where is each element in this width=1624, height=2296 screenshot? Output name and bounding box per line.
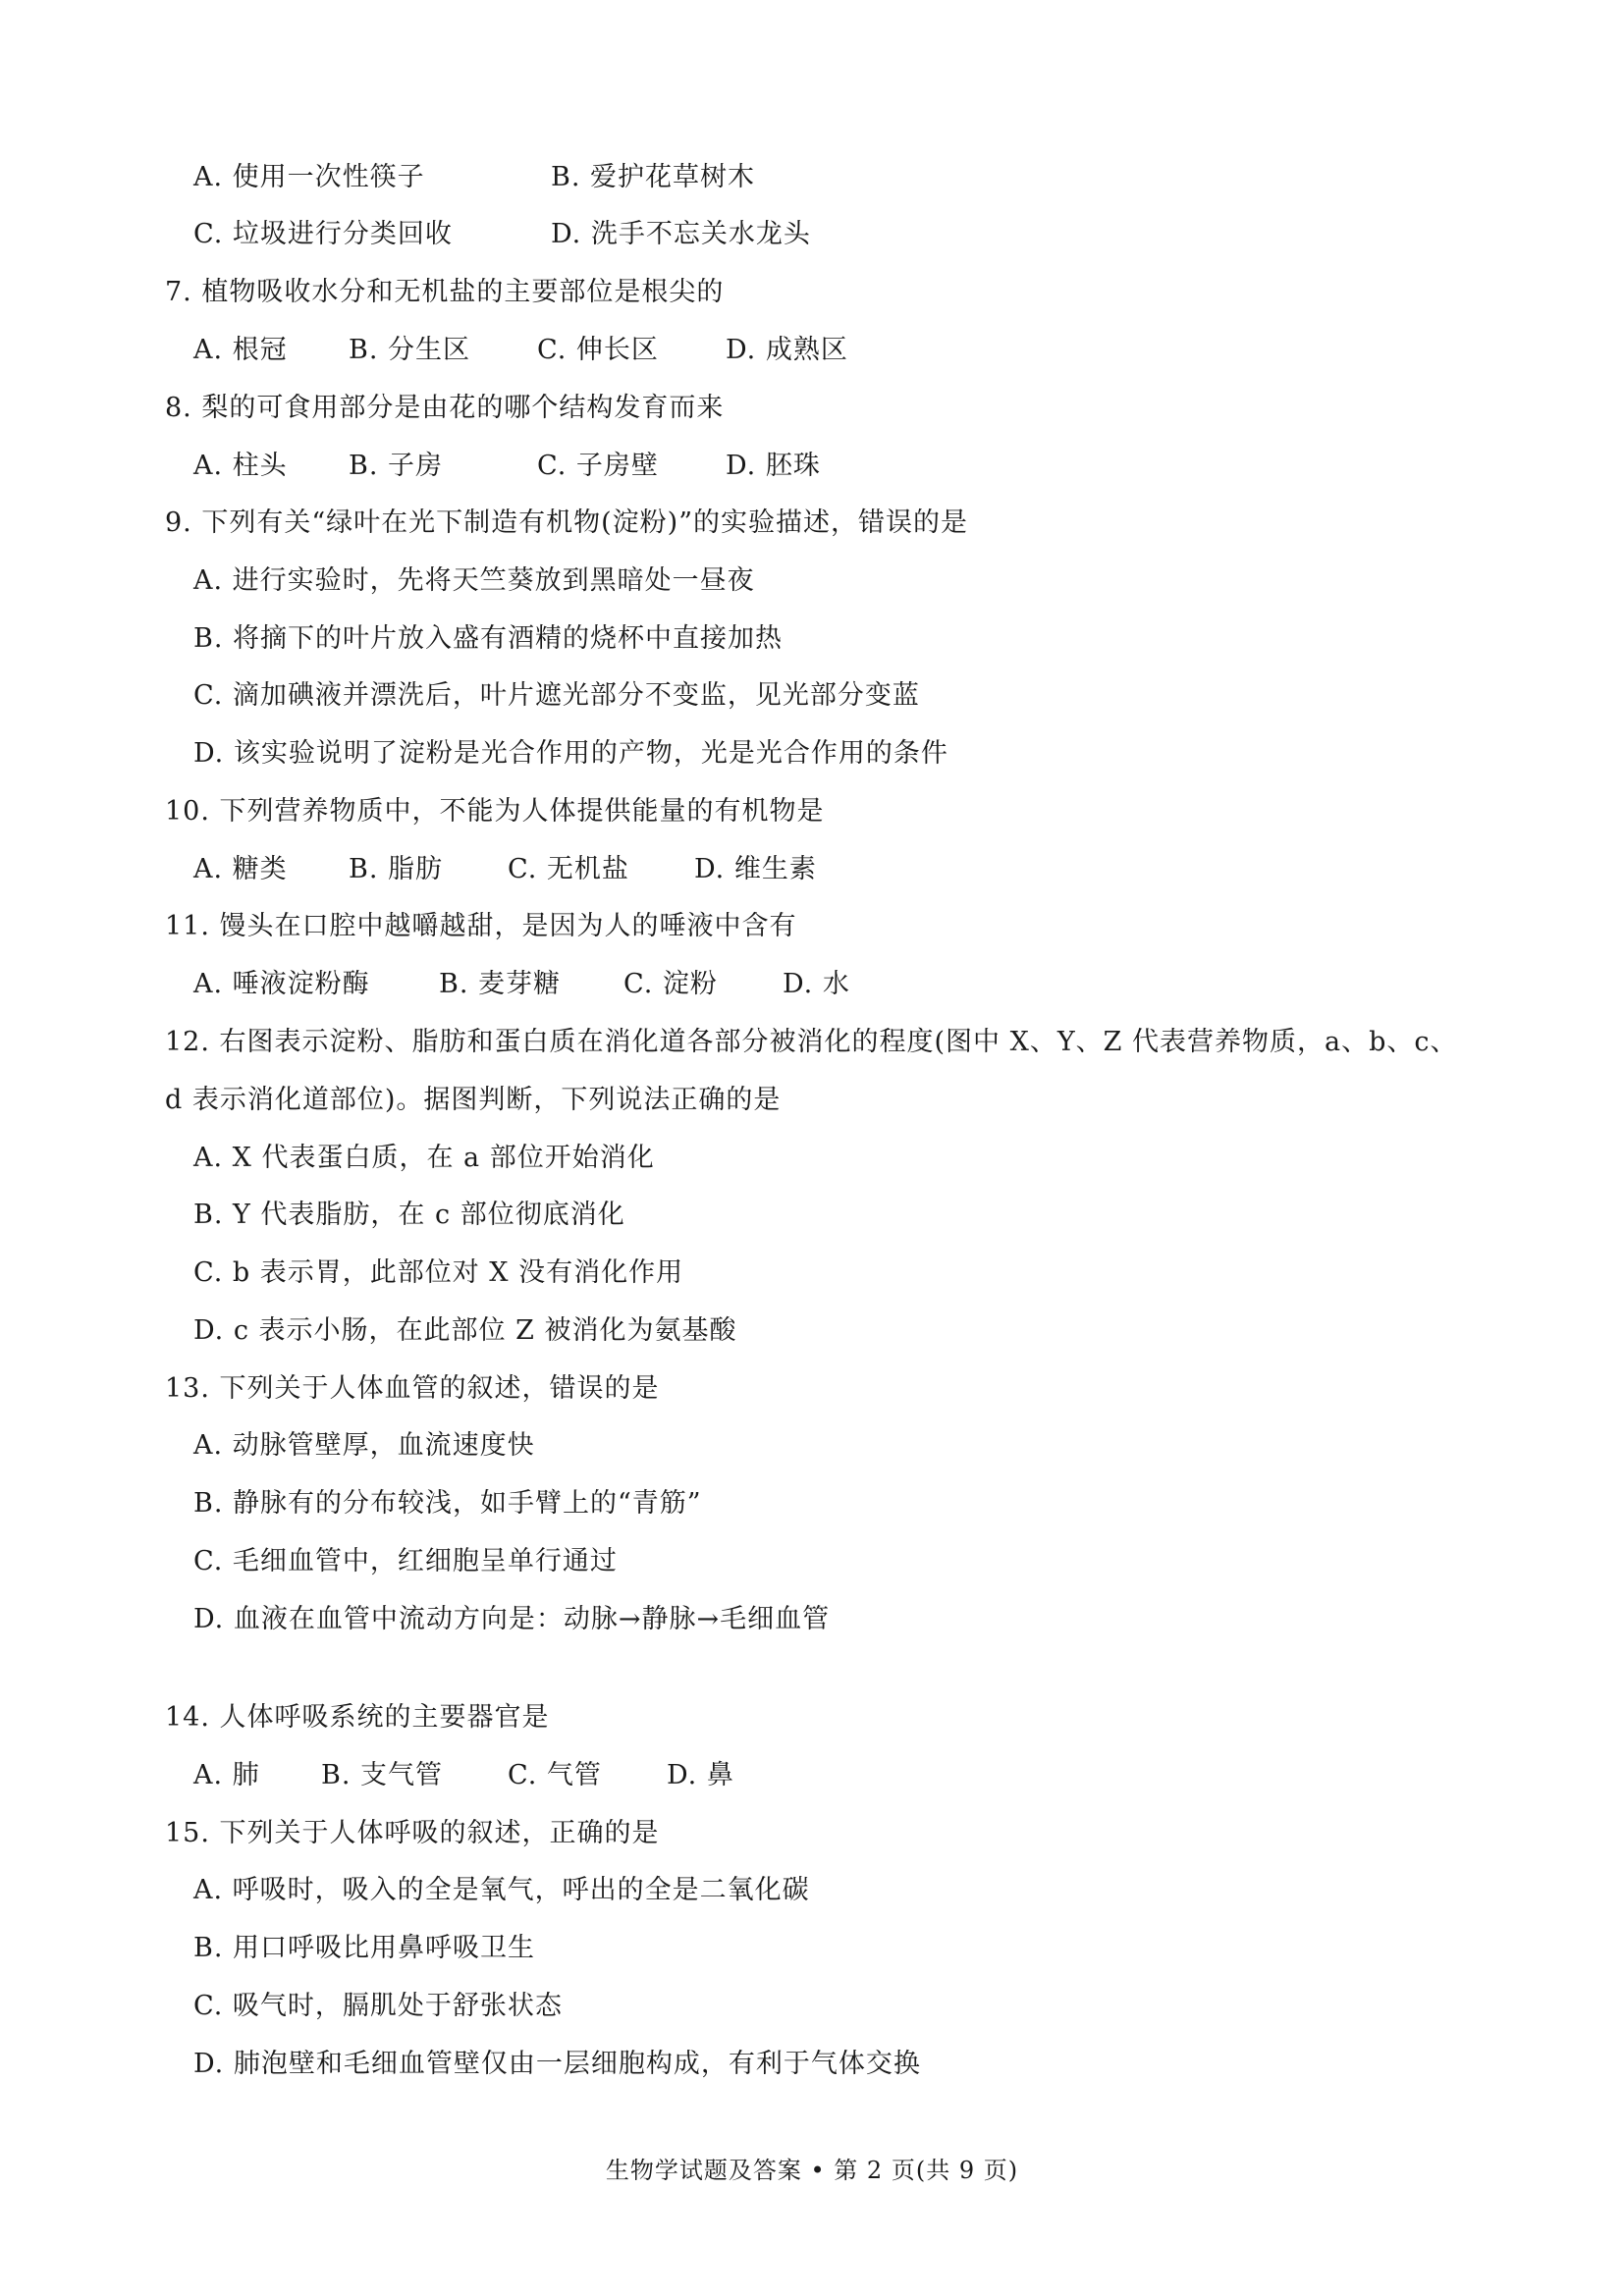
q10-stem: 10. 下列营养物质中，不能为人体提供能量的有机物是: [165, 796, 825, 827]
q12-option-d: D. c 表示小肠，在此部位 Z 被消化为氨基酸: [193, 1315, 737, 1346]
q13-option-a: A. 动脉管壁厚，血流速度快: [193, 1430, 535, 1461]
q11-option-c: C. 淀粉: [623, 969, 718, 999]
q14-stem: 14. 人体呼吸系统的主要器官是: [165, 1702, 550, 1733]
q9-option-d: D. 该实验说明了淀粉是光合作用的产物，光是光合作用的条件: [193, 738, 948, 769]
q9-option-b: B. 将摘下的叶片放入盛有酒精的烧杯中直接加热: [193, 623, 784, 654]
q10-option-d: D. 维生素: [694, 854, 817, 884]
q7-option-a: A. 根冠: [193, 335, 288, 365]
q6-option-d: D. 洗手不忘关水龙头: [551, 219, 811, 249]
q11-option-b: B. 麦芽糖: [439, 969, 562, 999]
q8-stem: 8. 梨的可食用部分是由花的哪个结构发育而来: [165, 393, 725, 423]
q6-option-c: C. 垃圾进行分类回收: [193, 219, 453, 249]
q10-option-c: C. 无机盐: [508, 854, 629, 884]
q6-option-b: B. 爱护花草树木: [551, 162, 756, 192]
q13-option-c: C. 毛细血管中，红细胞呈单行通过: [193, 1546, 618, 1576]
q10-option-b: B. 脂肪: [349, 854, 444, 884]
q7-option-b: B. 分生区: [349, 335, 471, 365]
q15-option-b: B. 用口呼吸比用鼻呼吸卫生: [193, 1933, 536, 1963]
q15-option-a: A. 呼吸时，吸入的全是氧气，呼出的全是二氧化碳: [193, 1875, 810, 1905]
q8-option-b: B. 子房: [349, 451, 444, 481]
q9-option-a: A. 进行实验时，先将天竺葵放到黑暗处一昼夜: [193, 565, 755, 596]
q8-option-a: A. 柱头: [193, 451, 288, 481]
q8-option-d: D. 胚珠: [726, 451, 821, 481]
q12-option-b: B. Y 代表脂肪，在 c 部位彻底消化: [193, 1200, 625, 1230]
q14-option-c: C. 气管: [508, 1760, 602, 1790]
q10-option-a: A. 糖类: [193, 854, 288, 884]
q7-option-c: C. 伸长区: [537, 335, 659, 365]
q12-stem-line2: d 表示消化道部位)。据图判断，下列说法正确的是: [165, 1085, 782, 1115]
q13-option-d: D. 血液在血管中流动方向是：动脉→静脉→毛细血管: [193, 1604, 831, 1634]
q13-stem: 13. 下列关于人体血管的叙述，错误的是: [165, 1373, 660, 1404]
q7-option-d: D. 成熟区: [726, 335, 848, 365]
q14-option-a: A. 肺: [193, 1760, 260, 1790]
q12-option-c: C. b 表示胃，此部位对 X 没有消化作用: [193, 1257, 684, 1288]
q11-stem: 11. 馒头在口腔中越嚼越甜，是因为人的唾液中含有: [165, 911, 797, 941]
page-footer: 生物学试题及答案 • 第 2 页(共 9 页): [605, 2157, 1019, 2184]
q15-option-c: C. 吸气时，膈肌处于舒张状态: [193, 1991, 563, 2021]
q15-stem: 15. 下列关于人体呼吸的叙述，正确的是: [165, 1818, 660, 1848]
q14-option-d: D. 鼻: [667, 1760, 734, 1790]
q8-option-c: C. 子房壁: [537, 451, 659, 481]
q9-stem: 9. 下列有关“绿叶在光下制造有机物(淀粉)”的实验描述，错误的是: [165, 507, 969, 538]
q12-option-a: A. X 代表蛋白质，在 a 部位开始消化: [193, 1143, 655, 1173]
q15-option-d: D. 肺泡壁和毛细血管壁仅由一层细胞构成，有利于气体交换: [193, 2049, 921, 2079]
q11-option-d: D. 水: [783, 969, 850, 999]
q12-stem-line1: 12. 右图表示淀粉、脂肪和蛋白质在消化道各部分被消化的程度(图中 X、Y、Z 代表营养物质，a、b、c、: [165, 1027, 1458, 1057]
q9-option-c: C. 滴加碘液并漂洗后，叶片遮光部分不变监，见光部分变蓝: [193, 680, 920, 711]
q7-stem: 7. 植物吸收水分和无机盐的主要部位是根尖的: [165, 277, 725, 307]
q11-option-a: A. 唾液淀粉酶: [193, 969, 370, 999]
q6-option-a: A. 使用一次性筷子: [193, 162, 425, 192]
q13-option-b: B. 静脉有的分布较浅，如手臂上的“青筋”: [193, 1488, 702, 1519]
q14-option-b: B. 支气管: [321, 1760, 444, 1790]
